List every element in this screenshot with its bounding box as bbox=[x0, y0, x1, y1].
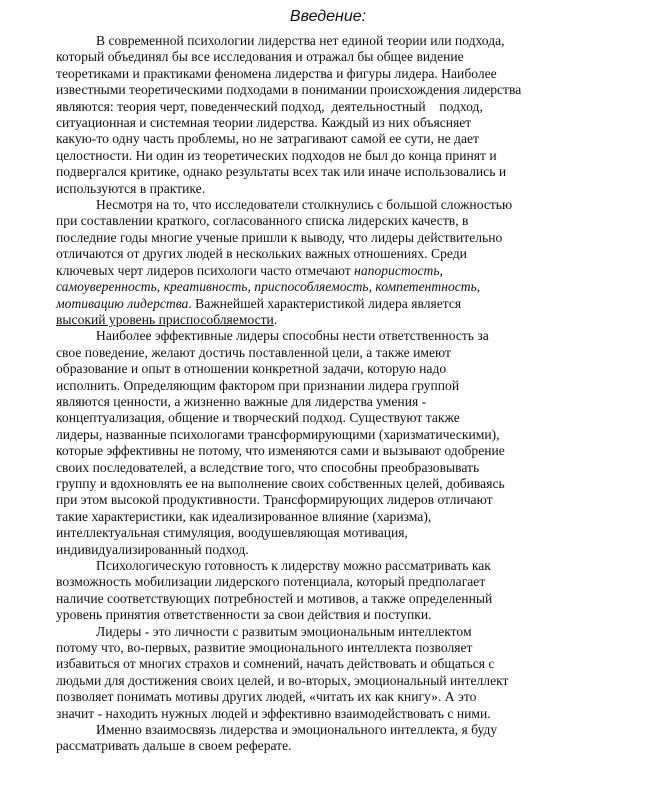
text-run: . bbox=[273, 311, 278, 327]
text-line: последние годы многие ученые пришли к выводу, что лидеры действительно bbox=[56, 229, 503, 245]
text-line: значит - находить нужных людей и эффективно взаимодействовать с ними. bbox=[56, 705, 491, 721]
text-line: уровень принятия ответственности за свои действия и поступки. bbox=[56, 607, 432, 623]
text-line: концептуализация, общение и творческий подход. Существуют также bbox=[56, 410, 460, 426]
text-line: В современной психологии лидерства нет единой теории или подхода, bbox=[96, 33, 505, 48]
paragraph-4 bbox=[56, 558, 552, 624]
text-line: рассматривать дальше в своем реферате. bbox=[56, 738, 292, 754]
text-line: ситуационная и системная теории лидерства. Каждый из них объясняет bbox=[56, 115, 472, 131]
italic-line: самоуверенность, креативность, приспособляемость, компетентность, bbox=[56, 279, 481, 295]
text-line: подвергался критике, однако результаты всех так или иначе использовались и bbox=[56, 164, 507, 180]
paragraph-5 bbox=[56, 624, 552, 722]
text-line: позволяет понимать мотивы других людей, «читать их как книгу». А это bbox=[56, 689, 477, 705]
text-line: Лидеры - это личности с развитым эмоциональным интеллектом bbox=[96, 623, 472, 639]
text-line: который объединял бы все исследования и отражал бы общее видение bbox=[56, 49, 464, 65]
text-line bbox=[56, 263, 552, 279]
text-run: . Важнейшей характеристикой лидера является bbox=[188, 295, 462, 311]
text-line: индивидуализированный подход. bbox=[56, 541, 249, 557]
text-line: являются: теория черт, поведенческий подход, деятельностный подход, bbox=[56, 98, 483, 114]
document-body bbox=[56, 33, 552, 755]
page-title: Введение: bbox=[289, 8, 367, 25]
text-line: свое поведение, желают достичь поставленной цели, а также имеют bbox=[56, 344, 451, 360]
text-line: Психологическую готовность к лидерству можно рассматривать как bbox=[96, 558, 491, 573]
text-line: Наиболее эффективные лидеры способны нести ответственность за bbox=[96, 328, 489, 344]
text-line: являются ценности, а жизненно важные для лидерства умения - bbox=[56, 393, 427, 409]
text-line: какую-то одну часть проблемы, но не затрагивают самой ее сути, не дает bbox=[56, 131, 479, 147]
text-line: исполнить. Определяющим фактором при признании лидера группой bbox=[56, 377, 460, 393]
text-line: интеллектуальная стимуляция, воодушевляющая мотивация, bbox=[56, 525, 408, 541]
text-line: образование и опыт в отношении конкретной задачи, которую надо bbox=[56, 361, 447, 377]
text-run: ключевых черт лидеров психологи часто отмечают bbox=[56, 262, 355, 278]
italic-run: мотивацию лидерства bbox=[56, 295, 189, 311]
text-line: известными теоретическими подходами в понимании происхождения лидерства bbox=[56, 82, 522, 98]
paragraph-6 bbox=[56, 722, 552, 755]
text-line: которые эффективны не потому, что изменяются сами и вызывают одобрение bbox=[56, 443, 505, 459]
text-line: такие характеристики, как идеализированное влияние (харизма), bbox=[56, 508, 432, 524]
text-line: Именно взаимосвязь лидерства и эмоционального интеллекта, я буду bbox=[96, 722, 498, 738]
text-line: возможность мобилизации лидерского потенциала, который предполагает bbox=[56, 574, 486, 590]
paragraph-1 bbox=[56, 33, 552, 197]
text-line: при составлении краткого, согласованного списка лидерских качеств, в bbox=[56, 213, 469, 229]
text-line: людьми для достижения своих целей, и во-вторых, эмоциональный интеллект bbox=[56, 672, 509, 688]
text-line: при этом высокой продуктивности. Трансформирующих лидеров отличают bbox=[56, 492, 493, 508]
text-line: теоретиками и практиками феномена лидерства и фигуры лидера. Наиболее bbox=[56, 65, 497, 81]
italic-run: напористость, bbox=[354, 262, 443, 278]
text-line: потому что, во-первых, развитие эмоционального интеллекта позволяет bbox=[56, 640, 473, 656]
text-line: используются в практике. bbox=[56, 180, 206, 196]
text-line bbox=[56, 312, 552, 328]
text-line: наличие соответствующих потребностей и мотивов, а также определенный bbox=[56, 590, 493, 606]
underlined-run: высокий уровень приспособляемости bbox=[56, 311, 274, 327]
text-line: Несмотря на то, что исследователи столкнулись с большой сложностью bbox=[96, 197, 513, 213]
text-line: целостности. Ни один из теоретических подходов не был до конца принят и bbox=[56, 147, 497, 163]
text-line: группу и вдохновлять ее на выполнение своих собственных целей, добиваясь bbox=[56, 475, 505, 491]
paragraph-3 bbox=[56, 328, 552, 558]
text-line: избавиться от многих страхов и сомнений, начать действовать и общаться с bbox=[56, 656, 495, 672]
text-line: своих последователей, а вследствие того, что способны преобразовывать bbox=[56, 459, 480, 475]
text-line bbox=[56, 296, 552, 312]
text-line: отличаются от других людей в нескольких важных отношениях. Среди bbox=[56, 246, 467, 262]
paragraph-2 bbox=[56, 197, 552, 328]
text-line: лидеры, названные психологами трансформирующими (харизматическими), bbox=[56, 426, 500, 442]
